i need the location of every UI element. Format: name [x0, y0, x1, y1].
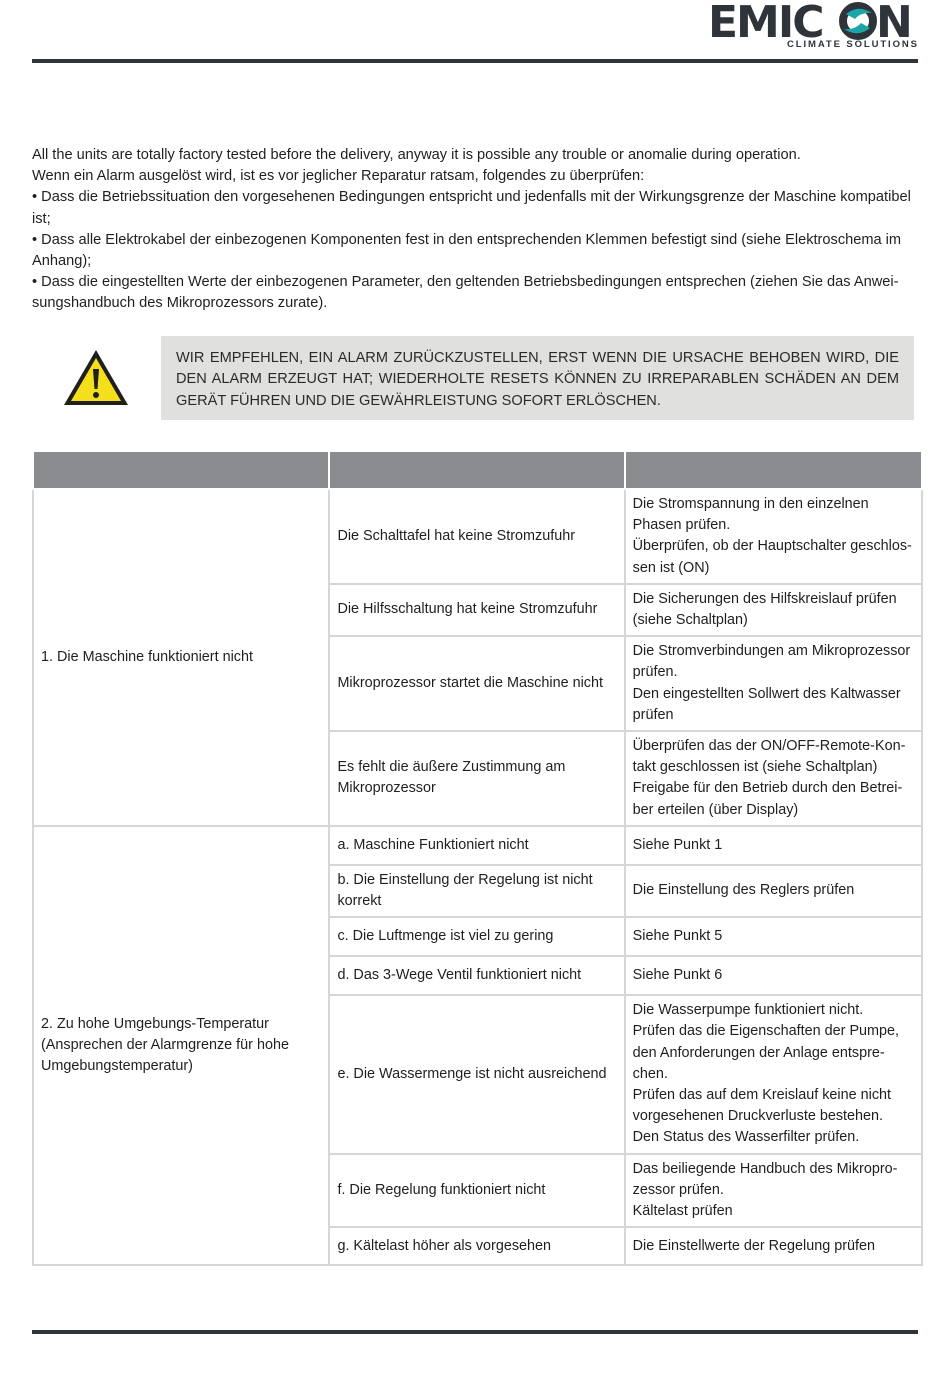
- problem-cell: 1. Die Maschine funktioniert nicht: [33, 489, 329, 826]
- table-row: [33, 826, 922, 865]
- remedy-cell: Die Stromverbindungen am Mikroprozessor prüfen. Den eingestellten Sollwert des Kaltwasser prüfen: [625, 636, 922, 731]
- remedy-cell: Siehe Punkt 5: [625, 917, 922, 956]
- intro-line: Wenn ein Alarm ausgelöst wird, ist es vor jeglicher Reparatur ratsam, folgendes zu überprüfen:: [32, 168, 645, 185]
- header-cell-remedy: [625, 451, 922, 489]
- troubleshooting-table: [32, 450, 923, 1266]
- remedy-cell: Die Wasserpumpe funktioniert nicht. Prüfen das die Eigenschaften der Pumpe, den Anforderungen der Anlage entspre-chen. Prüfen das auf dem Kreislauf keine nicht vorgesehenen Druckverluste bestehen. Den Status des Wasserfilter prüfen.: [625, 995, 922, 1153]
- cause-cell: Mikroprozessor startet die Maschine nicht: [329, 636, 624, 731]
- cause-cell: d. Das 3-Wege Ventil funktioniert nicht: [329, 956, 624, 995]
- logo-tagline: CLIMATE SOLUTIONS: [787, 39, 919, 50]
- cause-cell: Die Hilfsschaltung hat keine Stromzufuhr: [329, 584, 624, 636]
- intro-text: [32, 145, 918, 315]
- cause-cell: e. Die Wassermenge ist nicht ausreichend: [329, 995, 624, 1153]
- table-header-row: [33, 451, 922, 489]
- remedy-cell: Das beiliegende Handbuch des Mikropro-zessor prüfen. Kältelast prüfen: [625, 1154, 922, 1228]
- cause-cell: g. Kältelast höher als vorgesehen: [329, 1227, 624, 1265]
- svg-text:N: N: [876, 0, 911, 48]
- remedy-cell: Die Einstellwerte der Regelung prüfen: [625, 1227, 922, 1265]
- table-row: [33, 489, 922, 584]
- cause-cell: f. Die Regelung funktioniert nicht: [329, 1154, 624, 1228]
- intro-bullet: • Dass alle Elektrokabel der einbezogenen Komponenten fest in den entsprechenden Klemmen befestigt sind (siehe Elektroschema im Anhang);: [32, 231, 902, 270]
- cause-cell: Die Schalttafel hat keine Stromzufuhr: [329, 489, 624, 584]
- cause-cell: b. Die Einstellung der Regelung ist nicht korrekt: [329, 865, 624, 917]
- remedy-cell: Die Sicherungen des Hilfskreislauf prüfen (siehe Schaltplan): [625, 584, 922, 636]
- warning-text: WIR EMPFEHLEN, EIN ALARM ZURÜCKZUSTELLEN, ERST WENN DIE URSACHE BEHOBEN WIRD, DIE DEN ALARM ERZEUGT HAT; WIEDERHOLTE RESETS KÖNNEN ZU IRREPARABLEN SCHÄDEN AN DEM GERÄT FÜHREN UND DIE GEWÄHRLEISTUNG SOFORT ERLÖSCHEN.: [176, 350, 899, 409]
- warning-triangle-icon: [62, 347, 130, 409]
- header-cell-cause: [329, 451, 624, 489]
- cause-cell: Es fehlt die äußere Zustimmung am Mikroprozessor: [329, 731, 624, 826]
- cause-cell: c. Die Luftmenge ist viel zu gering: [329, 917, 624, 956]
- remedy-cell: Die Stromspannung in den einzelnen Phasen prüfen. Überprüfen, ob der Hauptschalter geschlos-sen ist (ON): [625, 489, 922, 584]
- header-rule: [32, 59, 918, 63]
- footer-rule: [32, 1330, 918, 1334]
- remedy-cell: Siehe Punkt 6: [625, 956, 922, 995]
- intro-bullet: • Dass die Betriebssituation den vorgesehenen Bedingungen entspricht und jedenfalls mit der Wirkungsgrenze der Maschine kompatibel ist;: [32, 189, 911, 227]
- intro-line: All the units are totally factory tested before the delivery, anyway it is possible any trouble or anomalie during operation.: [32, 147, 801, 163]
- warning-box: [161, 336, 914, 420]
- remedy-cell: Überprüfen das der ON/OFF-Remote-Kon-takt geschlossen ist (siehe Schaltplan) Freigabe für den Betrieb durch den Betrei-ber erteilen (über Display): [625, 731, 922, 826]
- remedy-cell: Siehe Punkt 1: [625, 826, 922, 865]
- remedy-cell: Die Einstellung des Reglers prüfen: [625, 865, 922, 917]
- problem-cell: 2. Zu hohe Umgebungs-Temperatur (Ansprechen der Alarmgrenze für hohe Umgebungstemperatur): [33, 826, 329, 1265]
- cause-cell: a. Maschine Funktioniert nicht: [329, 826, 624, 865]
- header-cell-problem: [33, 451, 329, 489]
- intro-bullet: • Dass die eingestellten Werte der einbezogenen Parameter, den geltenden Betriebsbedingungen entsprechen (ziehen Sie das Anwei-sungshandbuch des Mikroprozessors zurate).: [32, 274, 899, 312]
- svg-text:EMIC: EMIC: [708, 0, 823, 48]
